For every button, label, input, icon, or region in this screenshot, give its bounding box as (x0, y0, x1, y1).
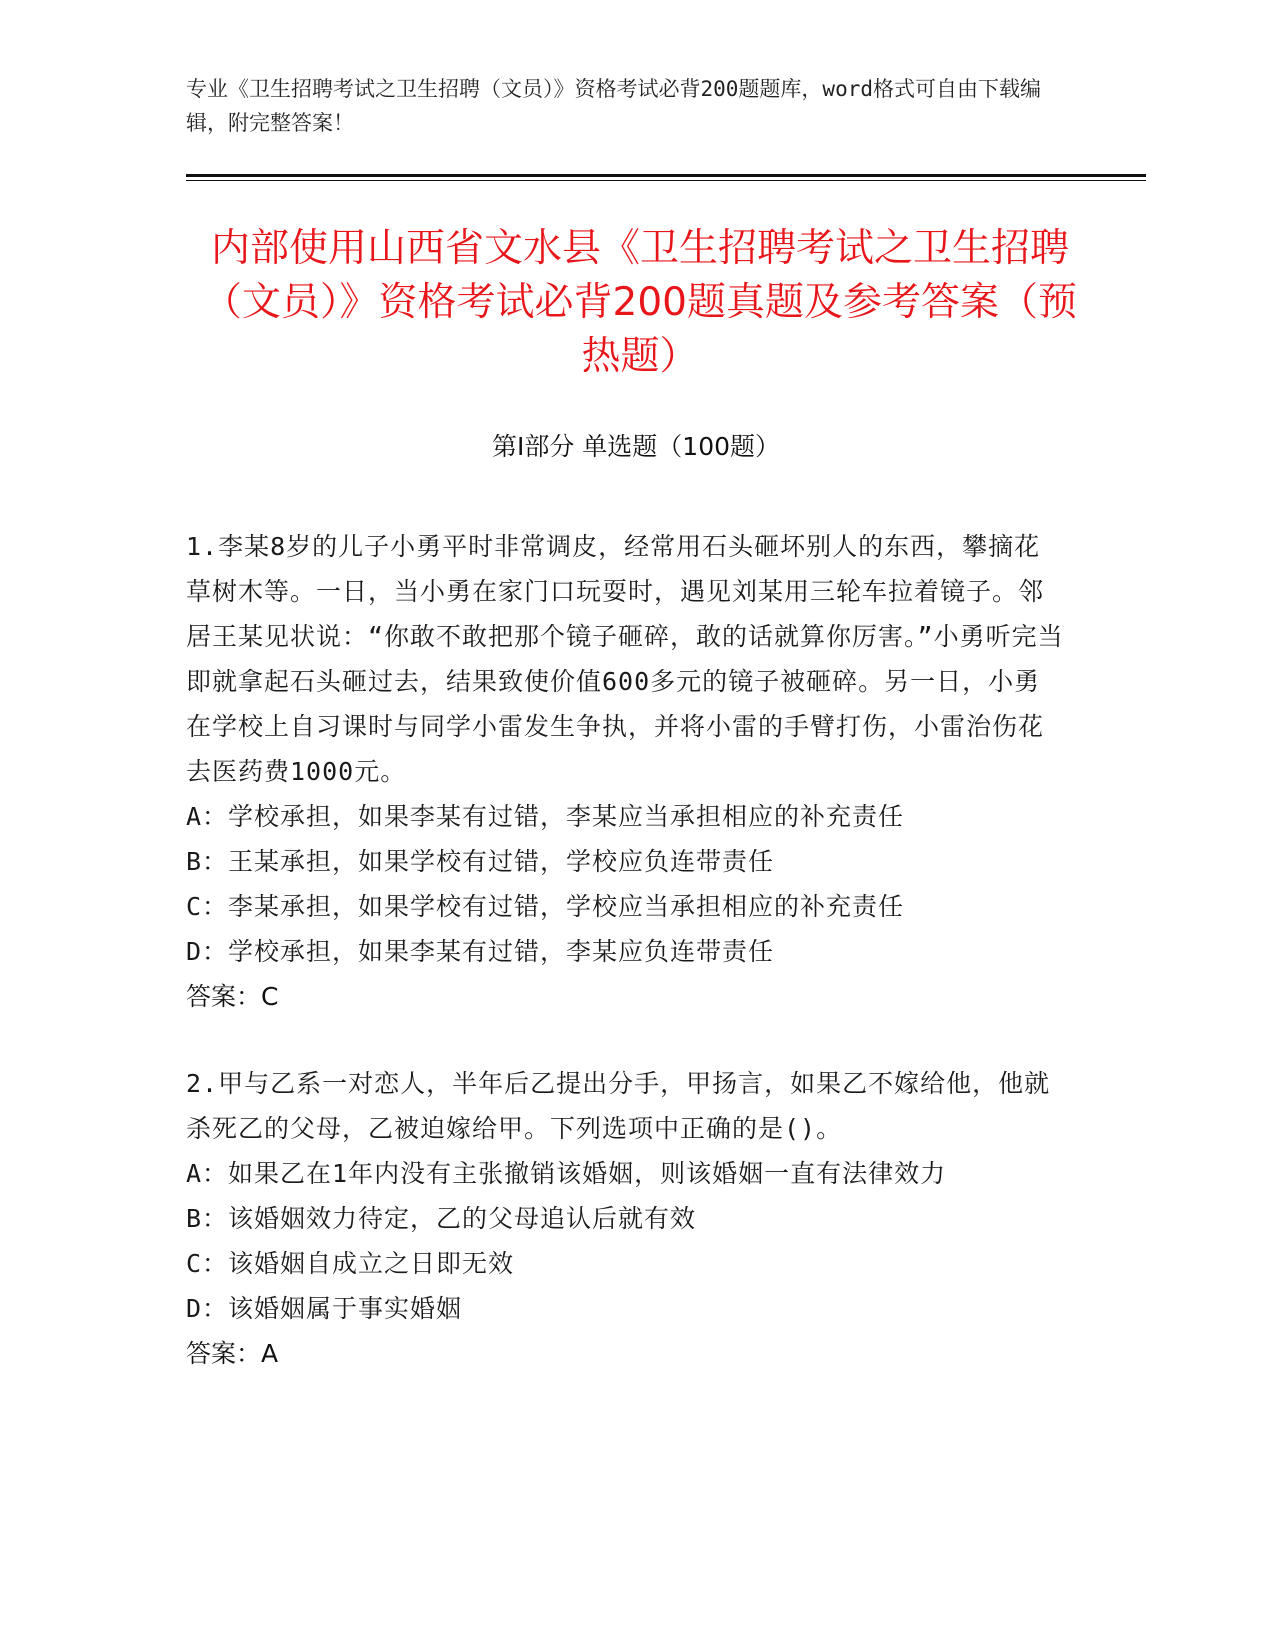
question-1 (186, 524, 1066, 1019)
question-2 (186, 1061, 1066, 1376)
question-stem: 2.甲与乙系一对恋人，半年后乙提出分手，甲扬言，如果乙不嫁给他，他就杀死乙的父母，乙被迫嫁给甲。下列选项中正确的是()。 (186, 1069, 1051, 1143)
answer-label: 答案：A (186, 1339, 279, 1368)
header-note: 专业《卫生招聘考试之卫生招聘（文员）》资格考试必背200题题库，word格式可自由下载编辑，附完整答案！ (186, 77, 1041, 135)
option-d: D：该婚姻属于事实婚姻 (186, 1294, 463, 1323)
option-a: A：如果乙在1年内没有主张撤销该婚姻，则该婚姻一直有法律效力 (186, 1159, 947, 1188)
answer-label: 答案：C (186, 982, 279, 1011)
question-stem: 1.李某8岁的儿子小勇平时非常调皮，经常用石头砸坏别人的东西，攀摘花草树木等。一日，当小勇在家门口玩耍时，遇见刘某用三轮车拉着镜子。邻居王某见状说：“你敢不敢把那个镜子砸碎，敢的话就算你厉害。”小勇听完当即就拿起石头砸过去，结果致使价值600多元的镜子被砸碎。另一日，小勇在学校上自习课时与同学小雷发生争执，并将小雷的手臂打伤，小雷治伤花去医药费1000元。 (186, 532, 1064, 786)
document-title: 内部使用山西省文水县《卫生招聘考试之卫生招聘（文员）》资格考试必背200题真题及参考答案（预热题） (203, 226, 1077, 379)
option-c: C：该婚姻自成立之日即无效 (186, 1249, 515, 1278)
option-d: D：学校承担，如果李某有过错，李某应负连带责任 (186, 937, 775, 966)
option-b: B：该婚姻效力待定，乙的父母追认后就有效 (186, 1204, 697, 1233)
header-divider-thick (186, 174, 1146, 177)
section-heading: 第Ⅰ部分 单选题（100题） (491, 432, 781, 461)
header-divider-thin (186, 180, 1146, 181)
option-c: C：李某承担，如果学校有过错，学校应当承担相应的补充责任 (186, 892, 905, 921)
question-list (186, 524, 1066, 1418)
option-a: A：学校承担，如果李某有过错，李某应当承担相应的补充责任 (186, 802, 905, 831)
option-b: B：王某承担，如果学校有过错，学校应负连带责任 (186, 847, 775, 876)
